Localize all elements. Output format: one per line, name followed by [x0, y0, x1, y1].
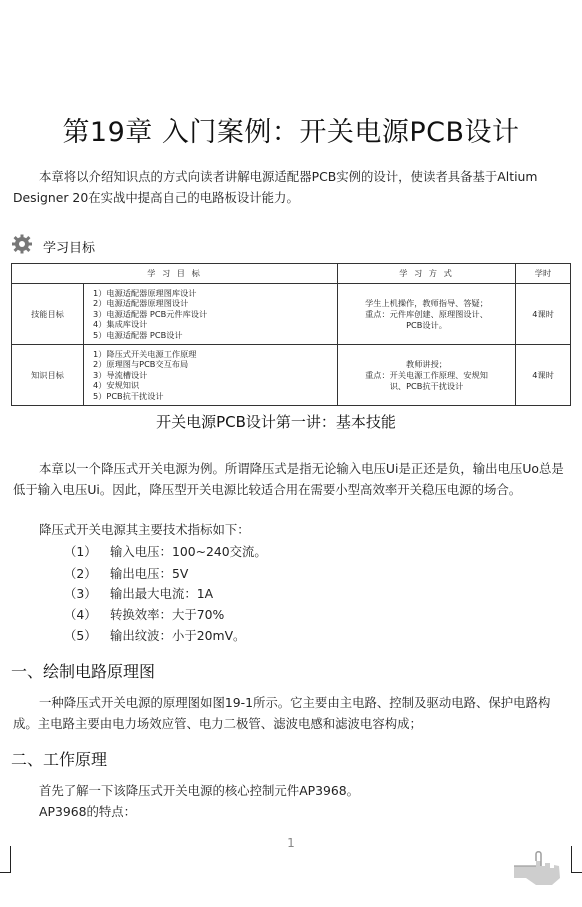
table-header-row	[12, 264, 571, 284]
spec-item	[64, 626, 245, 644]
row-hours: 4课时	[516, 345, 571, 406]
crop-mark-right	[571, 846, 582, 873]
spec-text: 转换效率：大于70%	[110, 607, 225, 622]
spec-text: 输出纹波：小于20mV。	[110, 628, 246, 643]
spec-number: （5）	[64, 628, 97, 643]
list-item: 2）电源适配器原理图设计	[93, 298, 189, 309]
list-item: 3）电源适配器 PCB元件库设计	[93, 308, 208, 319]
list-item: 4）集成库设计	[93, 319, 148, 330]
learning-goals-heading	[11, 234, 95, 258]
row-items	[84, 284, 338, 345]
spec-number: （1）	[64, 544, 97, 559]
section-2-paragraph-1: 首先了解一下该降压式开关电源的核心控制元件AP3968。	[39, 783, 360, 798]
spec-text: 输出电压：5V	[110, 566, 189, 581]
spec-text: 输入电压：100~240交流。	[110, 544, 267, 559]
buck-paragraph: 本章以一个降压式开关电源为例。所谓降压式是指无论输入电压Ui是正还是负，输出电压Uo总是低于输入电压Ui。因此，降压型开关电源比较适合用在需要小型高效率开关稳压电源的场合。	[13, 461, 564, 497]
method-line: 重点：元件库创建、原理图设计、	[365, 308, 488, 319]
learning-goals-table	[11, 263, 571, 406]
crop-mark-left	[0, 846, 11, 873]
section-2-paragraph-2: AP3968的特点：	[39, 804, 137, 819]
row-category: 技能目标	[12, 284, 84, 345]
method-line: 教师讲授；	[406, 358, 447, 369]
row-method	[338, 284, 516, 345]
lecture-title: 开关电源PCB设计第一讲：基本技能	[156, 413, 396, 431]
list-item: 5）PCB抗干扰设计	[93, 390, 164, 401]
spec-text: 输出最大电流：1A	[110, 586, 214, 601]
method-line: 识、PCB抗干扰设计	[389, 380, 464, 391]
section-1-paragraph: 一种降压式开关电源的原理图如图19-1所示。它主要由主电路、控制及驱动电路、保护电路构成。主电路主要由电力场效应管、电力二极管、滤波电感和滤波电容构成；	[13, 695, 551, 731]
header-method: 学 习 方 式	[338, 264, 516, 284]
method-line: 重点：开关电源工作原理、安规知	[365, 369, 488, 380]
spec-item	[64, 584, 213, 602]
hand-pointer-icon[interactable]	[510, 850, 568, 892]
section-2-heading: 二、工作原理	[11, 750, 108, 769]
method-line: PCB设计。	[406, 319, 447, 330]
spec-number: （2）	[64, 566, 97, 581]
spec-item	[64, 542, 267, 560]
specs-intro: 降压式开关电源其主要技术指标如下：	[39, 522, 250, 537]
list-item: 4）安规知识	[93, 380, 140, 391]
list-item: 3）导流槽设计	[93, 369, 148, 380]
row-method	[338, 345, 516, 406]
intro-paragraph: 本章将以介绍知识点的方式向读者讲解电源适配器PCB实例的设计，使读者具备基于Altium Designer 20在实战中提高自己的电路板设计能力。	[13, 169, 538, 205]
gear-icon	[11, 234, 43, 258]
spec-item	[64, 564, 188, 582]
list-item: 1）降压式开关电源工作原理	[93, 348, 197, 359]
row-items	[84, 345, 338, 406]
spec-number: （3）	[64, 586, 97, 601]
list-item: 1）电源适配器原理图库设计	[93, 287, 197, 298]
chapter-title: 第19章 入门案例：开关电源PCB设计	[62, 117, 520, 148]
section-1-heading: 一、绘制电路原理图	[11, 662, 156, 681]
spec-item	[64, 605, 224, 623]
row-category: 知识目标	[12, 345, 84, 406]
header-goal: 学 习 目 标	[12, 264, 338, 284]
learning-goals-label: 学习目标	[43, 240, 96, 256]
list-item: 2）原理图与PCB交互布局	[93, 359, 189, 370]
table-row	[12, 345, 571, 406]
page-number: 1	[287, 836, 295, 850]
row-hours: 4课时	[516, 284, 571, 345]
table-row	[12, 284, 571, 345]
list-item: 5）电源适配器 PCB设计	[93, 329, 183, 340]
header-hours: 学时	[516, 264, 571, 284]
method-line: 学生上机操作，教师指导、答疑；	[365, 297, 488, 308]
spec-number: （4）	[64, 607, 97, 622]
